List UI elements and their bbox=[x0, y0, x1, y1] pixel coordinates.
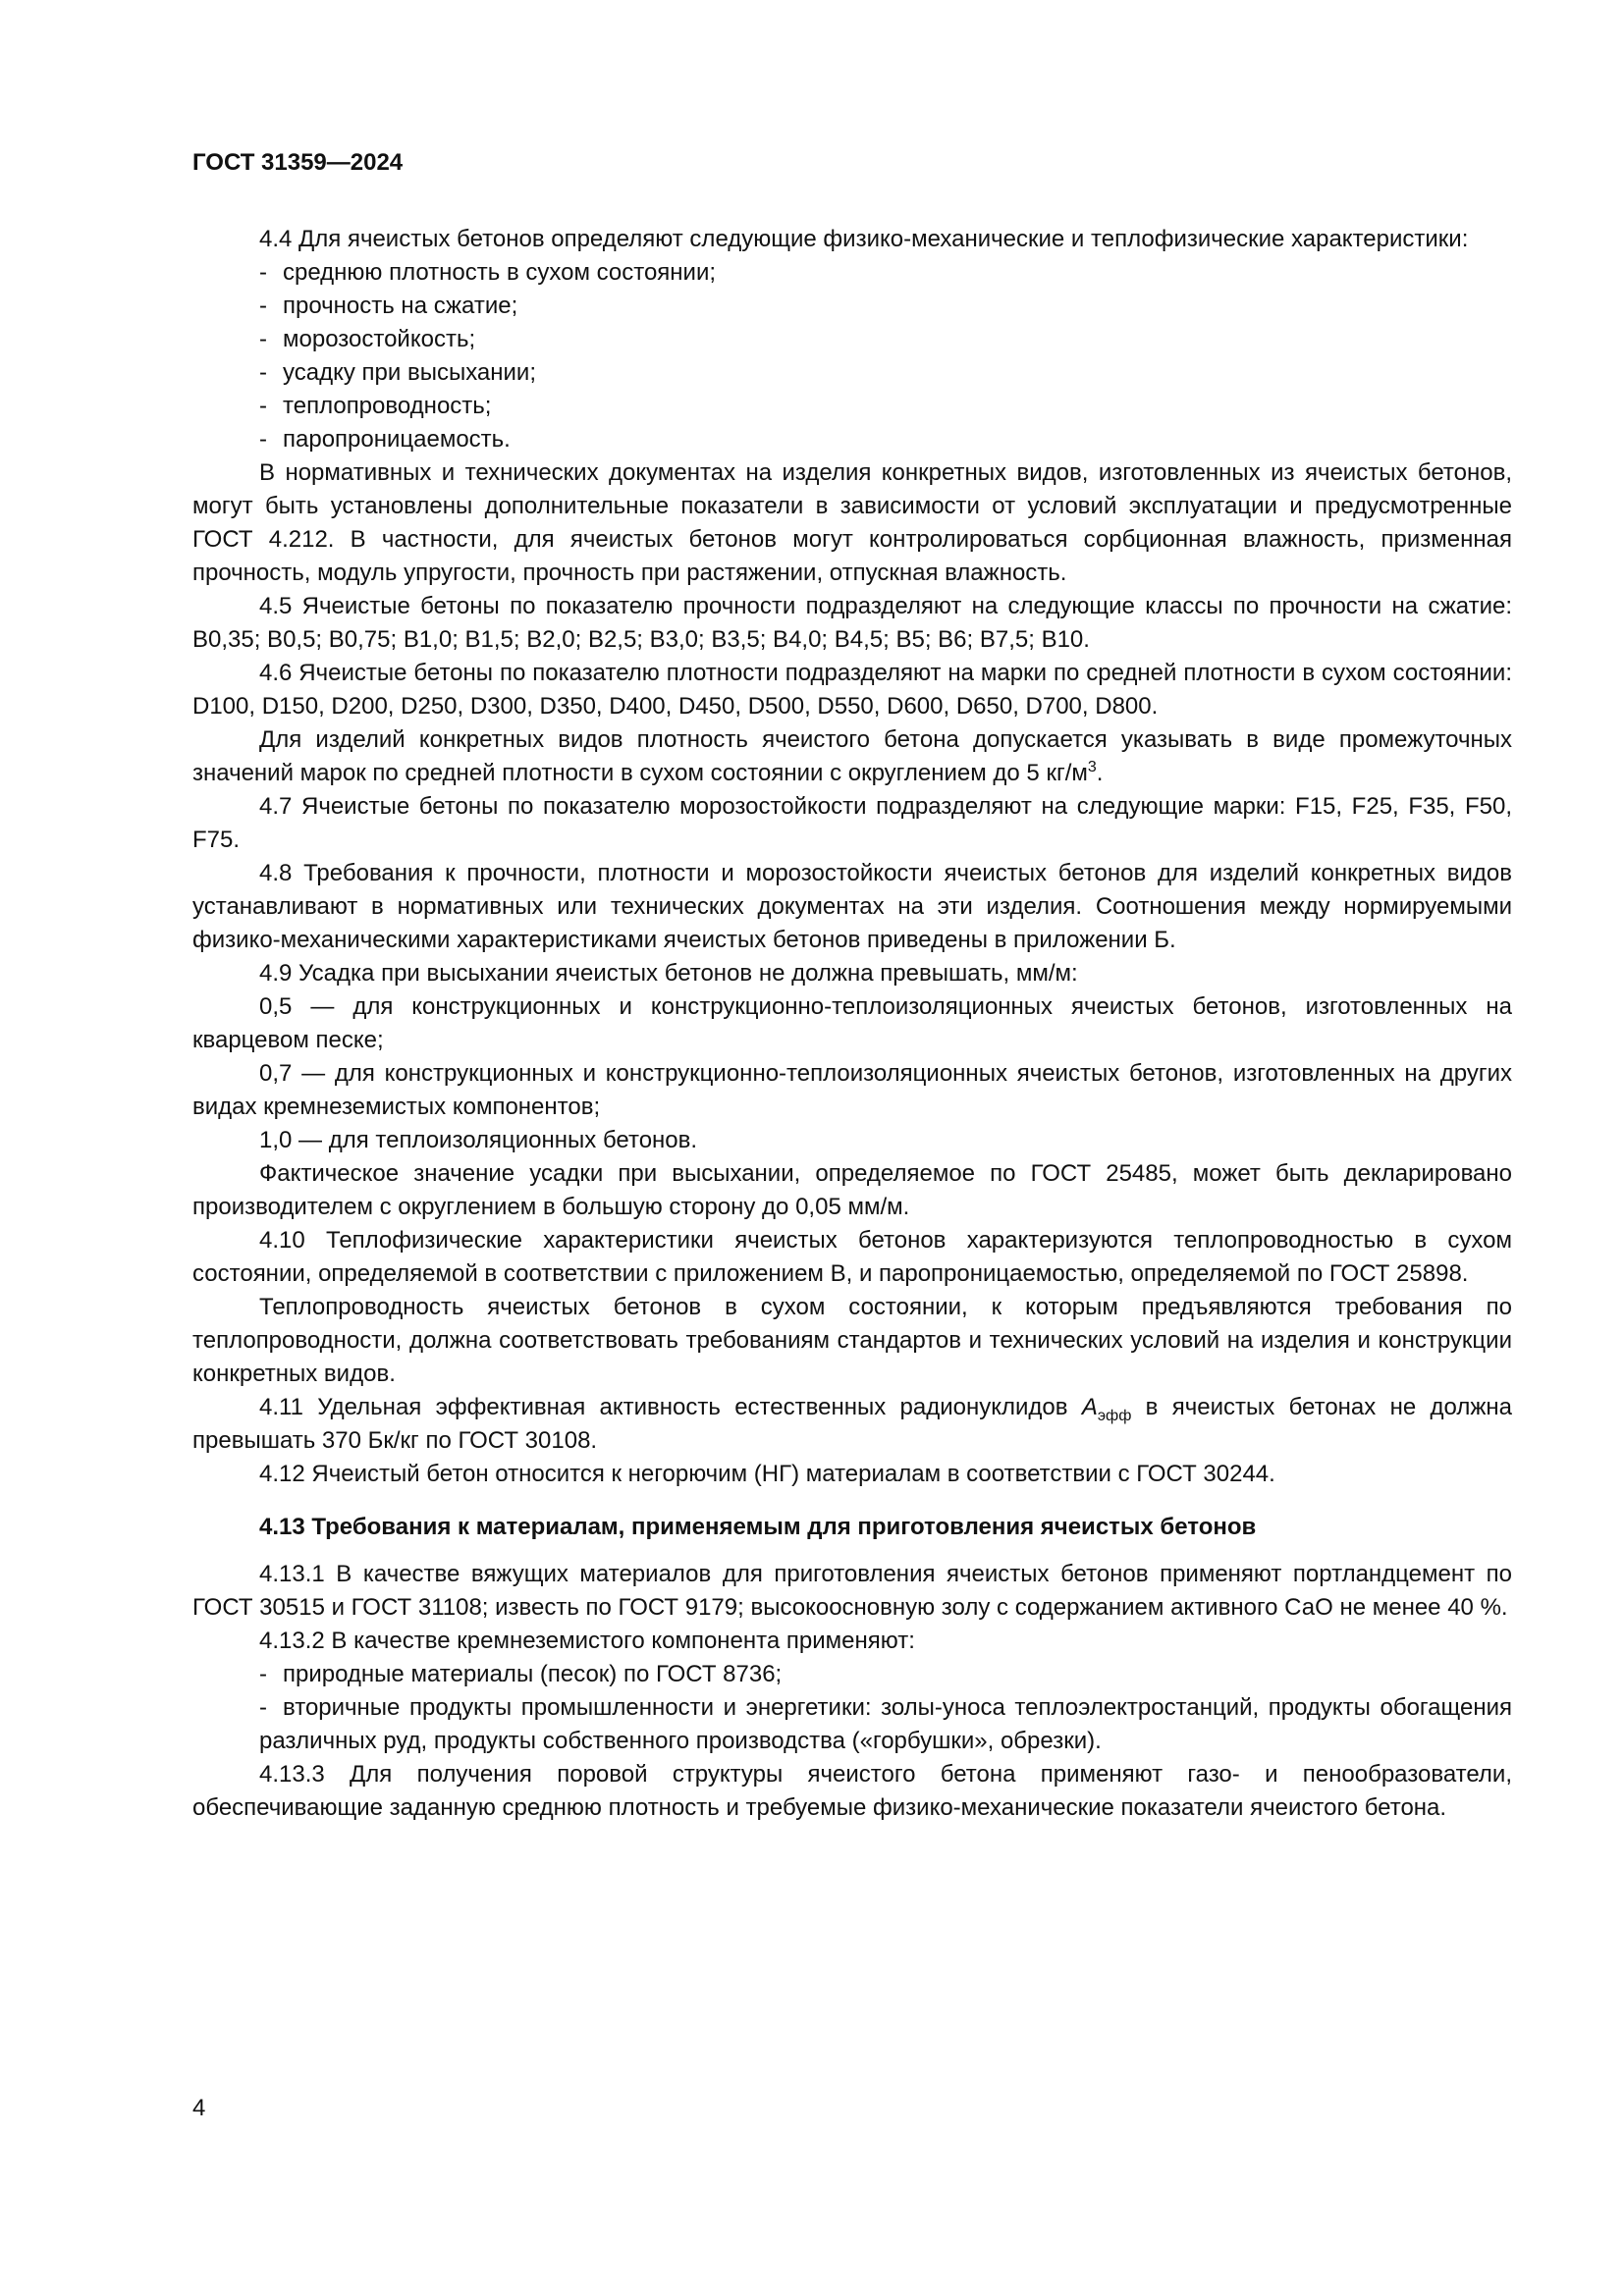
paragraph-4-13-2: 4.13.2 В качестве кремнеземистого компонента применяют: bbox=[259, 1628, 915, 1654]
paragraph-4-6: 4.6 Ячеистые бетоны по показателю плотности подразделяют на марки по средней плотности в сухом состоянии: D100, D150, D200, D250, D300, D350, D400, D450, D500, D550, D600, D650, D700, D800. bbox=[192, 660, 1512, 720]
paragraph-4-5: 4.5 Ячеистые бетоны по показателю прочности подразделяют на следующие классы по прочности на сжатие: В0,35; В0,5; В0,75; В1,0; В1,5; В2,0; В2,5; В3,0; В3,5; В4,0; В4,5; В5; В6; В7,5; В10. bbox=[192, 593, 1512, 653]
list-item: - усадку при высыхании; bbox=[259, 359, 536, 386]
paragraph-4-9-declaration: Фактическое значение усадки при высыхании, определяемое по ГОСТ 25485, может быть декларировано производителем с округлением в большую сторону до 0,05 мм/м. bbox=[192, 1160, 1512, 1220]
paragraph-4-13-3: 4.13.3 Для получения поровой структуры ячеистого бетона применяют газо- и пенообразователи, обеспечивающие заданную среднюю плотность и требуемые физико-механические показатели ячеистого бетона. bbox=[192, 1761, 1512, 1821]
list-item: - паропроницаемость. bbox=[259, 426, 511, 453]
list-item: - теплопроводность; bbox=[259, 393, 492, 419]
paragraph-4-9: 4.9 Усадка при высыхании ячеистых бетонов не должна превышать, мм/м: bbox=[259, 960, 1078, 987]
list-item: - прочность на сжатие; bbox=[259, 293, 518, 319]
paragraph-4-8: 4.8 Требования к прочности, плотности и морозостойкости ячеистых бетонов для изделий конкретных видов устанавливают в нормативных или технических документах на эти изделия. Соотношения между нормируемыми физико-механическими характеристиками ячеистых бетонов приведены в приложении Б. bbox=[192, 860, 1512, 953]
document-header: ГОСТ 31359—2024 bbox=[192, 149, 404, 176]
paragraph-4-11: 4.11 Удельная эффективная активность естественных радионуклидов $A_{эфф}$ в ячеистых бетонах не должна превышать 370 Бк/кг по ГОСТ 30108. bbox=[192, 1394, 1512, 1454]
paragraph-4-6-density: Для изделий конкретных видов плотность ячеистого бетона допускается указывать в виде промежуточных значений марок по средней плотности в сухом состоянии с округлением до 5 $кг/м^3$. bbox=[192, 726, 1512, 786]
paragraph-4-10: 4.10 Теплофизические характеристики ячеистых бетонов характеризуются теплопроводностью в сухом состоянии, определяемой в соответствии с приложением В, и паропроницаемостью, определяемой по ГОСТ 25898. bbox=[192, 1227, 1512, 1287]
list-item: - среднюю плотность в сухом состоянии; bbox=[259, 259, 717, 286]
paragraph-4-4: 4.4 Для ячеистых бетонов определяют следующие физико-механические и теплофизические характеристики: bbox=[259, 226, 1469, 252]
shrinkage-item: 0,7 — для конструкционных и конструкционно-теплоизоляционных ячеистых бетонов, изготовленных на других видах кремнеземистых компонентов; bbox=[192, 1060, 1512, 1120]
paragraph-4-4-additional: В нормативных и технических документах на изделия конкретных видов, изготовленных из ячеистых бетонов, могут быть установлены дополнительные показатели в зависимости от условий эксплуатации и предусмотренные ГОСТ 4.212. В частности, для ячеистых бетонов могут контролироваться сорбционная влажность, призменная прочность, модуль упругости, прочность при растяжении, отпускная влажность. bbox=[192, 459, 1512, 586]
paragraph-4-13-1: 4.13.1 В качестве вяжущих материалов для приготовления ячеистых бетонов применяют портландцемент по ГОСТ 30515 и ГОСТ 31108; известь по ГОСТ 9179; высокоосновную золу с содержанием активного СаО не менее 40 %. bbox=[192, 1561, 1512, 1621]
list-item: - морозостойкость; bbox=[259, 326, 476, 352]
paragraph-4-10-thermal: Теплопроводность ячеистых бетонов в сухом состоянии, к которым предъявляются требования по теплопроводности, должна соответствовать требованиям стандартов и технических условий на изделия и конструкции конкретных видов. bbox=[192, 1294, 1512, 1387]
shrinkage-item: 0,5 — для конструкционных и конструкционно-теплоизоляционных ячеистых бетонов, изготовленных на кварцевом песке; bbox=[192, 993, 1512, 1053]
shrinkage-item: 1,0 — для теплоизоляционных бетонов. bbox=[259, 1127, 698, 1153]
paragraph-4-7: 4.7 Ячеистые бетоны по показателю морозостойкости подразделяют на следующие марки: F15, F25, F35, F50, F75. bbox=[192, 793, 1512, 853]
list-item: - природные материалы (песок) по ГОСТ 8736; bbox=[259, 1661, 783, 1687]
section-heading-4-13: 4.13 Требования к материалам, применяемым для приготовления ячеистых бетонов bbox=[259, 1514, 1257, 1540]
paragraph-4-12: 4.12 Ячеистый бетон относится к негорючим (НГ) материалам в соответствии с ГОСТ 30244. bbox=[259, 1461, 1275, 1487]
list-item: - вторичные продукты промышленности и энергетики: золы-уноса теплоэлектростанций, продукты обогащения различных руд, продукты собственного производства («горбушки», обрезки). bbox=[259, 1694, 1512, 1754]
document-body bbox=[192, 223, 1512, 1825]
page-number: 4 bbox=[192, 2095, 206, 2121]
